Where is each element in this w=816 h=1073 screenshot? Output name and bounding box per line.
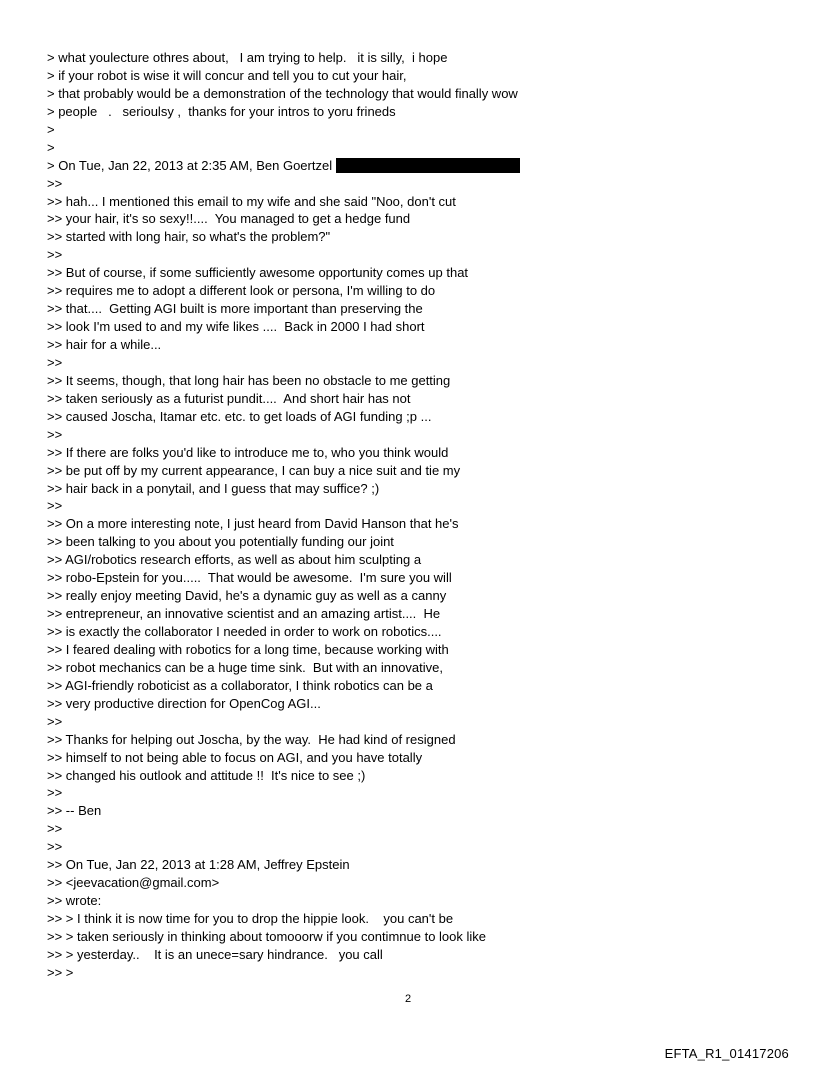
email-line	[47, 820, 520, 838]
email-line-text: >> -- Ben	[47, 803, 102, 819]
email-line-text: >>	[47, 175, 63, 191]
email-body	[47, 49, 520, 982]
email-line-text: >> If there are folks you'd like to introduce me to, who you think would	[47, 444, 449, 460]
email-line	[47, 480, 520, 498]
email-line-text: >>	[47, 839, 63, 855]
email-line	[47, 731, 520, 749]
email-line-text: > what youlecture othres about, I am trying to help. it is silly, i hope	[47, 50, 448, 65]
email-line	[47, 928, 520, 946]
email-line	[47, 910, 520, 928]
email-line-text: >> It seems, though, that long hair has been no obstacle to me getting	[47, 372, 451, 388]
email-line	[47, 462, 520, 480]
email-line	[47, 784, 520, 802]
email-line	[47, 802, 520, 820]
email-line-text: >> On Tue, Jan 22, 2013 at 1:28 AM, Jeffrey Epstein	[47, 857, 350, 873]
email-line	[47, 444, 520, 462]
email-line-text: >> been talking to you about you potentially funding our joint	[47, 534, 394, 550]
email-line-text: >	[47, 139, 55, 155]
email-line	[47, 408, 520, 426]
email-line	[47, 282, 520, 300]
email-line	[47, 300, 520, 318]
email-line-text: >> >	[47, 964, 74, 980]
email-line-text: >> AGI-friendly roboticist as a collaborator, I think robotics can be a	[47, 677, 433, 693]
email-line-text: >> hair for a while...	[47, 337, 162, 352]
email-line-text: >> that.... Getting AGI built is more important than preserving the	[47, 301, 423, 317]
email-line-text: >> I feared dealing with robotics for a long time, because working with	[47, 641, 449, 657]
email-line	[47, 623, 520, 641]
email-line	[47, 193, 520, 211]
email-line	[47, 838, 520, 856]
email-line	[47, 210, 520, 228]
email-line	[47, 67, 520, 85]
email-line-text: >> caused Joscha, Itamar etc. etc. to get loads of AGI funding ;p ...	[47, 408, 432, 424]
email-line	[47, 354, 520, 372]
email-line-text: >> But of course, if some sufficiently awesome opportunity comes up that	[47, 265, 469, 281]
email-line-text: >> himself to not being able to focus on AGI, and you have totally	[47, 749, 423, 765]
email-line	[47, 767, 520, 785]
email-line	[47, 228, 520, 246]
email-line-text: >> started with long hair, so what's the problem?"	[47, 229, 331, 245]
email-line	[47, 641, 520, 659]
email-line-text: >> entrepreneur, an innovative scientist and an amazing artist.... He	[47, 606, 441, 622]
email-line	[47, 336, 520, 354]
email-line-text: >> taken seriously as a futurist pundit.... And short hair has not	[47, 390, 411, 406]
email-line	[47, 264, 520, 282]
email-line-text: >> > I think it is now time for you to drop the hippie look. you can't be	[47, 911, 454, 926]
email-line	[47, 497, 520, 515]
email-line-text: >> hair back in a ponytail, and I guess that may suffice? ;)	[47, 480, 380, 496]
email-line	[47, 964, 520, 982]
email-line-text: > if your robot is wise it will concur and tell you to cut your hair,	[47, 67, 407, 83]
email-line	[47, 587, 520, 605]
email-line	[47, 515, 520, 533]
email-line-text: >> robo-Epstein for you..... That would be awesome. I'm sure you will	[47, 570, 452, 586]
email-line	[47, 946, 520, 964]
email-line	[47, 426, 520, 444]
email-line-text: >> is exactly the collaborator I needed in order to work on robotics....	[47, 624, 442, 639]
email-line-text: >	[47, 121, 55, 137]
email-line-text: >> > taken seriously in thinking about tomooorw if you contimnue to look like	[47, 928, 486, 944]
email-line	[47, 139, 520, 157]
email-line	[47, 749, 520, 767]
email-line	[47, 175, 520, 193]
email-line-text: >>	[47, 498, 63, 514]
email-line-text: >>	[47, 354, 63, 370]
email-line-text: >> wrote:	[47, 893, 102, 909]
email-line	[47, 713, 520, 731]
email-line-text: >> changed his outlook and attitude !! It's nice to see ;)	[47, 767, 366, 783]
email-line	[47, 103, 520, 121]
email-line	[47, 318, 520, 336]
email-line	[47, 390, 520, 408]
email-line-text: >> really enjoy meeting David, he's a dynamic guy as well as a canny	[47, 588, 447, 604]
email-line	[47, 246, 520, 264]
email-line-text: >>	[47, 821, 63, 837]
email-line-text: > that probably would be a demonstration of the technology that would finally wow	[47, 85, 518, 101]
document-id: EFTA_R1_01417206	[664, 1046, 789, 1061]
email-line-text: >> Thanks for helping out Joscha, by the way. He had kind of resigned	[47, 731, 456, 747]
page-number: 2	[404, 993, 412, 1005]
email-line-text: >> On a more interesting note, I just heard from David Hanson that he's	[47, 516, 459, 532]
email-line-text: >>	[47, 426, 63, 442]
email-line-text: > On Tue, Jan 22, 2013 at 2:35 AM, Ben Goertzel	[47, 157, 333, 173]
email-line-text: >> your hair, it's so sexy!!.... You managed to get a hedge fund	[47, 211, 411, 227]
email-line	[47, 677, 520, 695]
email-line	[47, 856, 520, 874]
email-line-text: >>	[47, 785, 63, 801]
email-line	[47, 49, 520, 67]
email-line-text: >> be put off by my current appearance, I can buy a nice suit and tie my	[47, 462, 461, 478]
email-line	[47, 874, 520, 892]
email-line	[47, 695, 520, 713]
email-line	[47, 659, 520, 677]
email-line-text: >> robot mechanics can be a huge time sink. But with an innovative,	[47, 659, 444, 675]
email-line	[47, 551, 520, 569]
email-line-text: >> very productive direction for OpenCog AGI...	[47, 695, 321, 711]
email-line-text: >> > yesterday.. It is an unece=sary hindrance. you call	[47, 946, 383, 962]
email-line-text: >> hah... I mentioned this email to my wife and she said "Noo, don't cut	[47, 193, 456, 209]
email-line	[47, 85, 520, 103]
email-line-text: >>	[47, 247, 63, 263]
email-line-text: >> <jeevacation@gmail.com>	[47, 875, 220, 891]
email-line	[47, 121, 520, 139]
email-line	[47, 157, 520, 175]
email-line	[47, 372, 520, 390]
email-line	[47, 892, 520, 910]
email-line-text: >>	[47, 713, 63, 729]
email-line	[47, 605, 520, 623]
email-line-text: >> look I'm used to and my wife likes .... Back in 2000 I had short	[47, 319, 425, 335]
redaction-bar	[336, 158, 520, 173]
email-line	[47, 533, 520, 551]
email-line	[47, 569, 520, 587]
email-line-text: >> AGI/robotics research efforts, as well as about him sculpting a	[47, 552, 422, 568]
email-line-text: >> requires me to adopt a different look or persona, I'm willing to do	[47, 283, 436, 299]
email-line-text: > people . serioulsy , thanks for your intros to yoru frineds	[47, 103, 396, 119]
